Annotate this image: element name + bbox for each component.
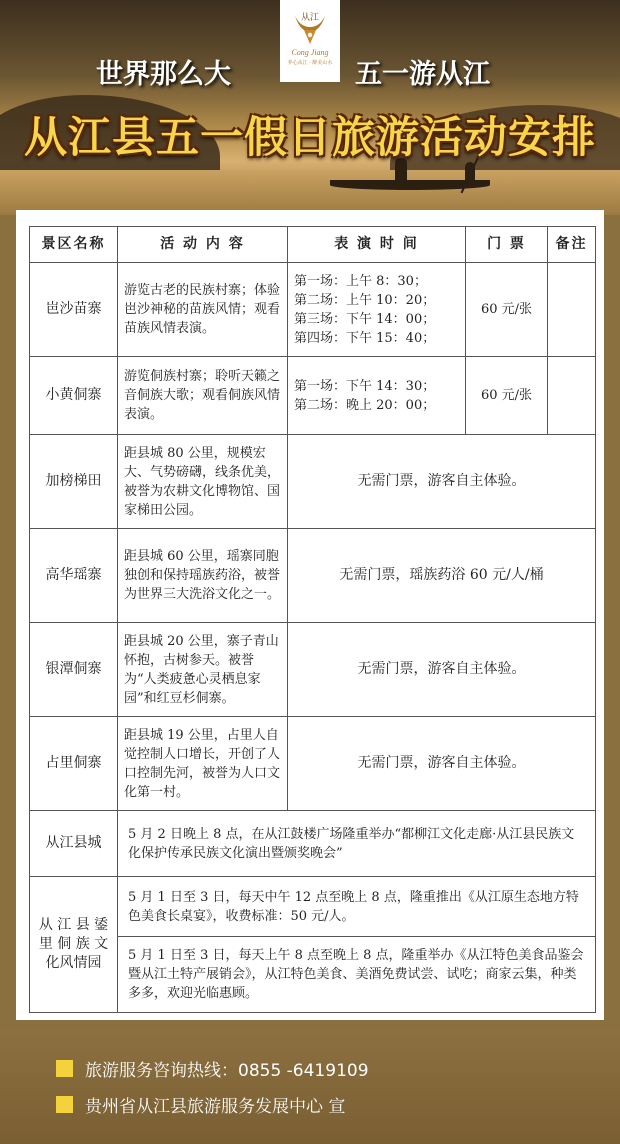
time-cell bbox=[288, 357, 466, 435]
logo-cn-text: 从江 bbox=[300, 13, 320, 23]
activity-cell: 距县城 80 公里，规模宏大、气势磅礴，线条优美，被誉为农耕文化博物馆、国家梯田公园。 bbox=[118, 435, 288, 529]
logo bbox=[280, 0, 340, 82]
table-row bbox=[30, 811, 596, 877]
header-activity: 活 动 内 容 bbox=[118, 227, 288, 263]
activity-cell: 游览侗族村寨；聆听天籁之音侗族大歌；观看侗族风情表演。 bbox=[118, 357, 288, 435]
table-header-row bbox=[30, 227, 596, 263]
time-line: 第二场：晚上 20：00； bbox=[294, 397, 436, 413]
spot-name: 占里侗寨 bbox=[30, 717, 118, 811]
ticket-info-cell: 无需门票，瑶族药浴 60 元/人/桶 bbox=[288, 529, 596, 623]
hotline-line bbox=[56, 1056, 369, 1081]
page-title: 从江县五一假日旅游活动安排 bbox=[24, 113, 596, 163]
time-line: 第二场：上午 10：20； bbox=[294, 292, 436, 308]
table-row bbox=[30, 877, 596, 937]
table-row bbox=[30, 529, 596, 623]
spot-name: 小黄侗寨 bbox=[30, 357, 118, 435]
ticket-info-cell: 无需门票，游客自主体验。 bbox=[288, 717, 596, 811]
spot-name bbox=[30, 877, 118, 1013]
time-line: 第一场：上午 8：30； bbox=[294, 273, 427, 289]
event-cell: 5 月 1 日至 3 日，每天上午 8 点至晚上 8 点，隆重举办《从江特色美食品鉴会暨从江土特产展销会》，从江特色美食、美酒免费试尝、试吃；商家云集，种类多多，欢迎光临惠顾。 bbox=[118, 937, 596, 1013]
time-cell bbox=[288, 263, 466, 357]
header-spot: 景区名称 bbox=[30, 227, 118, 263]
activity-cell: 距县城 60 公里，瑶寨同胞独创和保持瑶族药浴，被誉为世界三大洗浴文化之一。 bbox=[118, 529, 288, 623]
spot-name: 从江县城 bbox=[30, 811, 118, 877]
table-row bbox=[30, 623, 596, 717]
ticket-cell: 60 元/张 bbox=[466, 357, 548, 435]
ticket-cell: 60 元/张 bbox=[466, 263, 548, 357]
spot-name-line: 里 侗 族 文 bbox=[38, 936, 109, 952]
schedule-table bbox=[29, 226, 596, 1013]
logo-en-text: Cong Jiang bbox=[291, 48, 329, 57]
table-row bbox=[30, 435, 596, 529]
header-ticket: 门 票 bbox=[466, 227, 548, 263]
spot-name: 岜沙苗寨 bbox=[30, 263, 118, 357]
publisher-line bbox=[56, 1092, 345, 1117]
header-note: 备注 bbox=[548, 227, 596, 263]
event-cell: 5 月 1 日至 3 日，每天中午 12 点至晚上 8 点，隆重推出《从江原生态地方特色美食长桌宴》，收费标准：50 元/人。 bbox=[118, 877, 596, 937]
header-time: 表 演 时 间 bbox=[288, 227, 466, 263]
table-row bbox=[30, 717, 596, 811]
spot-name: 加榜梯田 bbox=[30, 435, 118, 529]
slogan-right: 五一游从江 bbox=[355, 59, 490, 90]
time-line: 第三场：下午 14：00； bbox=[294, 311, 436, 327]
square-bullet-icon bbox=[56, 1096, 73, 1113]
schedule-card bbox=[16, 210, 604, 1020]
ticket-info-cell: 无需门票，游客自主体验。 bbox=[288, 435, 596, 529]
spot-name-line: 从 江 县 鋈 bbox=[38, 917, 109, 933]
river bbox=[0, 170, 620, 215]
spot-name: 高华瑶寨 bbox=[30, 529, 118, 623]
spot-name-line: 化风情园 bbox=[45, 955, 102, 971]
logo-tagline: 养心从江 · 醉美山水 bbox=[287, 60, 333, 66]
activity-cell: 距县城 19 公里，占里人自觉控制人口增长，开创了人口控制先河，被誉为人口文化第一村。 bbox=[118, 717, 288, 811]
table-row bbox=[30, 263, 596, 357]
publisher-text: 贵州省从江县旅游服务发展中心 宣 bbox=[85, 1097, 346, 1117]
footer bbox=[0, 1030, 620, 1144]
event-cell: 5 月 2 日晚上 8 点，在从江鼓楼广场隆重举办“都柳江文化走廊·从江县民族文化保护传承民族文化演出暨颁奖晚会” bbox=[118, 811, 596, 877]
ticket-info-cell: 无需门票，游客自主体验。 bbox=[288, 623, 596, 717]
slogan-left: 世界那么大 bbox=[96, 59, 231, 90]
time-line: 第一场：下午 14：30； bbox=[294, 378, 436, 394]
spot-name: 银潭侗寨 bbox=[30, 623, 118, 717]
buffalo-horn-logo-icon bbox=[291, 8, 329, 46]
note-cell bbox=[548, 357, 596, 435]
activity-cell: 游览古老的民族村寨；体验岜沙神秘的苗族风情；观看苗族风情表演。 bbox=[118, 263, 288, 357]
note-cell bbox=[548, 263, 596, 357]
table-row bbox=[30, 357, 596, 435]
time-line: 第四场：下午 15：40； bbox=[294, 330, 436, 346]
hotline-text: 旅游服务咨询热线：0855 -6419109 bbox=[85, 1061, 369, 1081]
activity-cell: 距县城 20 公里，寨子青山怀抱，古树参天。被誉为“人类疲惫心灵栖息家园”和红豆杉侗寨。 bbox=[118, 623, 288, 717]
square-bullet-icon bbox=[56, 1060, 73, 1077]
